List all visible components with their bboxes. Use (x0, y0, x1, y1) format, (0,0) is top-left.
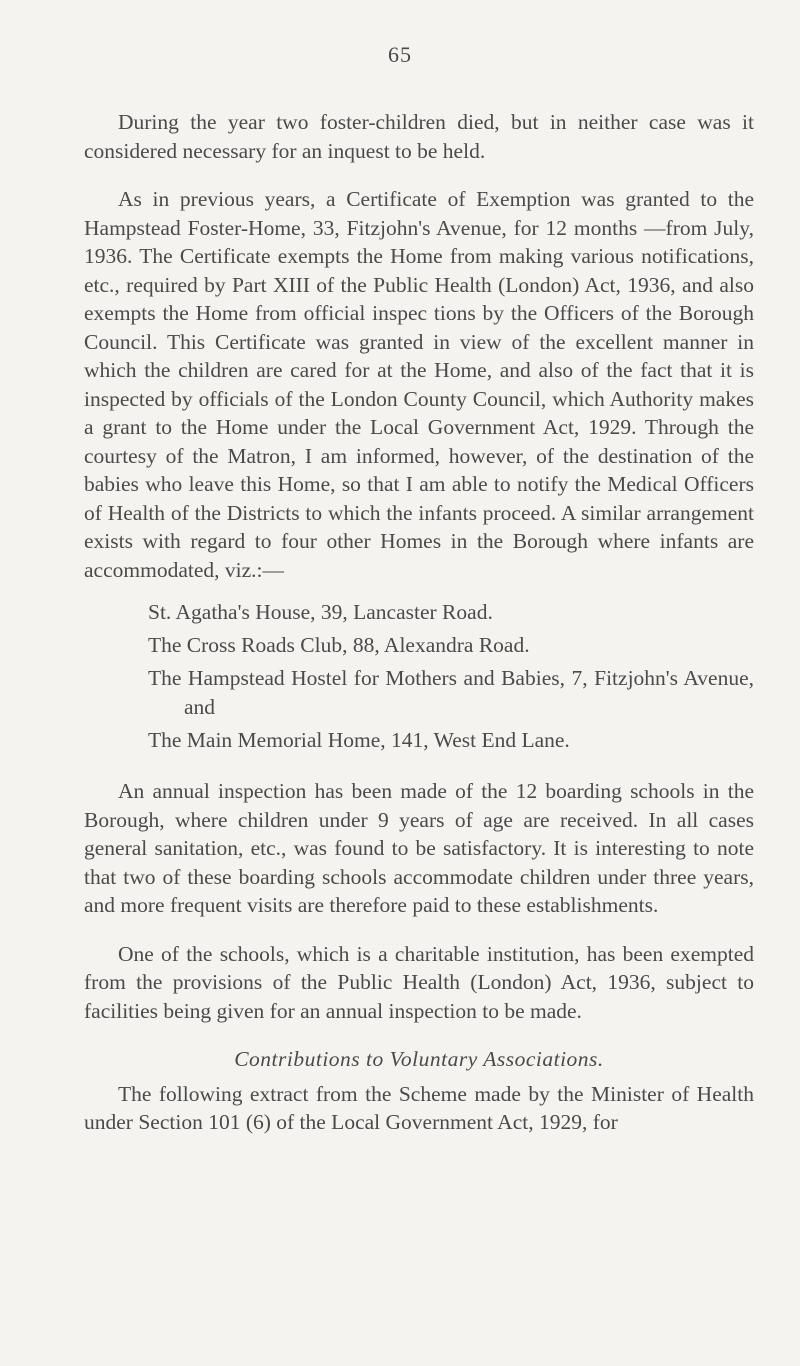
page-number: 65 (388, 42, 412, 67)
paragraph-foster-children-deaths: During the year two foster-children died, but in neither case was it considered necessary for an inquest to be held. (84, 110, 754, 163)
list-item: The Hampstead Hostel for Mothers and Babies, 7, Fitzjohn's Avenue, and (148, 666, 754, 719)
list-item: St. Agatha's House, 39, Lancaster Road. (148, 600, 493, 624)
section-heading: Contributions to Voluntary Associations. (234, 1047, 604, 1071)
body-text (84, 108, 754, 1137)
homes-list (84, 598, 754, 755)
paragraph-charitable-school: One of the schools, which is a charitable institution, has been exempted from the provisions of the Public Health (London) Act, 1936, subject to facilities being given for an annual inspection to be made. (84, 941, 754, 1023)
list-item: The Main Memorial Home, 141, West End Lane. (148, 728, 570, 752)
paragraph-scheme-extract: The following extract from the Scheme made by the Minister of Health under Section 101 (6) of the Local Government Act, 1929, for (84, 1081, 754, 1134)
paragraph-boarding-schools: An annual inspection has been made of the 12 boarding schools in the Borough, where children under 9 years of age are received. In all cases general sanitation, etc., was found to be satisfactory. It is interesting to note that two of these boarding schools accommodate children under three years, and more frequent visits are therefore paid to these establishments. (84, 779, 754, 917)
list-item: The Cross Roads Club, 88, Alexandra Road. (148, 633, 530, 657)
paragraph-certificate-of-exemption: As in previous years, a Certificate of Exemption was granted to the Hampstead Foster-Home, 33, Fitzjohn's Avenue, for 12 months —from July, 1936. The Certificate exempts the Home from making various notifications, etc., required by Part XIII of the Public Health (London) Act, 1936, and also exempts the Home from official inspec tions by the Officers of the Borough Council. This Certificate was granted in view of the excellent manner in which the children are cared for at the Home, and also of the fact that it is inspected by officials of the London County Council, which Authority makes a grant to the Home under the Local Government Act, 1929. Through the courtesy of the Matron, I am informed, however, of the destination of the babies who leave this Home, so that I am able to notify the Medical Officers of Health of the Districts to which the infants proceed. A similar arrangement exists with regard to four other Homes in the Borough where infants are accommodated, viz.:— (84, 187, 754, 582)
